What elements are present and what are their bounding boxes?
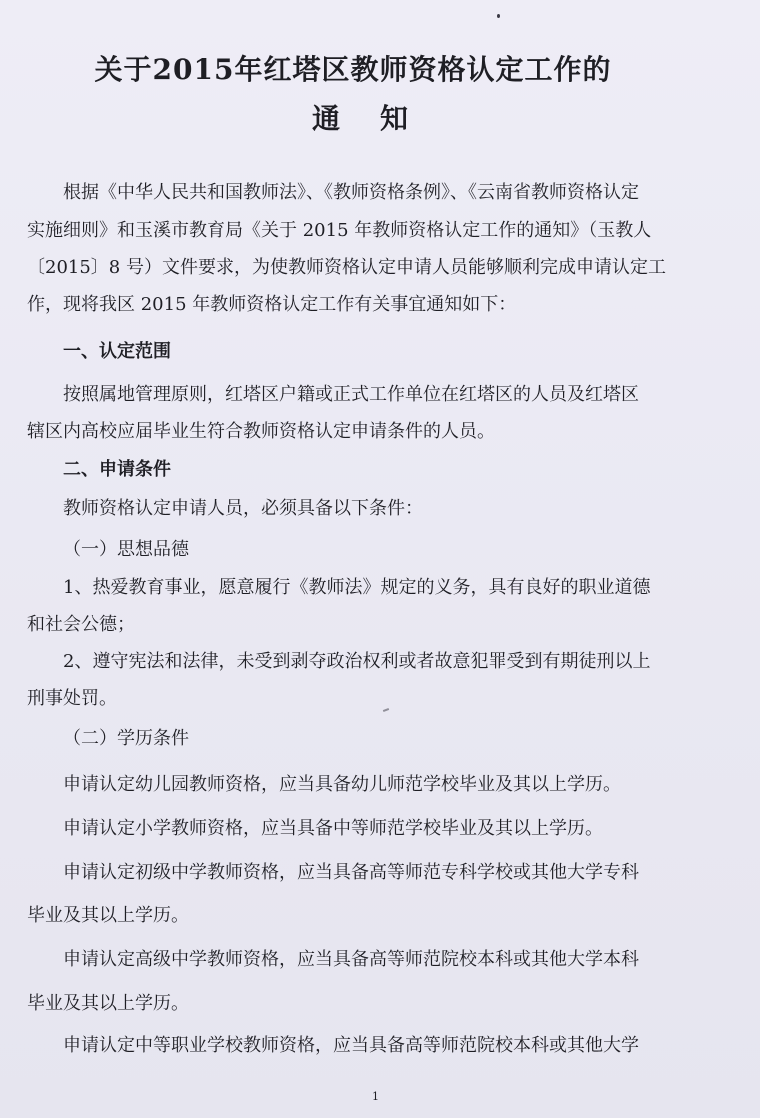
paragraph-line: 和社会公德； [27, 614, 135, 635]
paragraph-line: 实施细则》和玉溪市教育局《关于 2015 年教师资格认定工作的通知》（玉教人 [27, 220, 652, 241]
page-number: 1 [372, 1090, 379, 1103]
paragraph-line: 申请认定小学教师资格，应当具备中等师范学校毕业及其以上学历。 [63, 818, 603, 839]
paragraph-line: 〔2015〕8 号）文件要求，为使教师资格认定申请人员能够顺利完成申请认定工 [27, 257, 666, 278]
paragraph-line: 辖区内高校应届毕业生符合教师资格认定申请条件的人员。 [27, 421, 495, 442]
document-title-line1: 关于2015年红塔区教师资格认定工作的 [94, 53, 612, 86]
ink-dot [497, 14, 500, 18]
paragraph-line: 教师资格认定申请人员，必须具备以下条件： [63, 498, 423, 519]
paragraph-line: 作，现将我区 2015 年教师资格认定工作有关事宜通知如下： [27, 294, 517, 315]
paragraph-line: 申请认定中等职业学校教师资格，应当具备高等师范院校本科或其他大学 [63, 1035, 639, 1056]
paragraph-line: 按照属地管理原则，红塔区户籍或正式工作单位在红塔区的人员及红塔区 [63, 384, 639, 405]
paragraph-line: 2、遵守宪法和法律，未受到剥夺政治权利或者故意犯罪受到有期徒刑以上 [63, 651, 651, 672]
paragraph-line: 刑事处罚。 [27, 688, 117, 709]
section-heading: 二、申请条件 [63, 459, 171, 480]
paragraph-line: 申请认定幼儿园教师资格，应当具备幼儿师范学校毕业及其以上学历。 [63, 774, 621, 795]
paragraph-line: 申请认定高级中学教师资格，应当具备高等师范院校本科或其他大学本科 [63, 949, 639, 970]
section-heading: 一、认定范围 [63, 341, 171, 362]
paragraph-line: 毕业及其以上学历。 [27, 993, 189, 1014]
ink-speck [383, 708, 389, 712]
paragraph-line: 申请认定初级中学教师资格，应当具备高等师范专科学校或其他大学专科 [63, 862, 639, 883]
document-title-line2: 通知 [311, 102, 448, 135]
subsection-heading: （一）思想品德 [63, 539, 189, 560]
paragraph-line: 1、热爱教育事业，愿意履行《教师法》规定的义务，具有良好的职业道德 [63, 577, 651, 598]
paragraph-line: 毕业及其以上学历。 [27, 905, 189, 926]
paragraph-line: 根据《中华人民共和国教师法》、《教师资格条例》、《云南省教师资格认定 [63, 182, 639, 203]
subsection-heading: （二）学历条件 [63, 728, 189, 749]
